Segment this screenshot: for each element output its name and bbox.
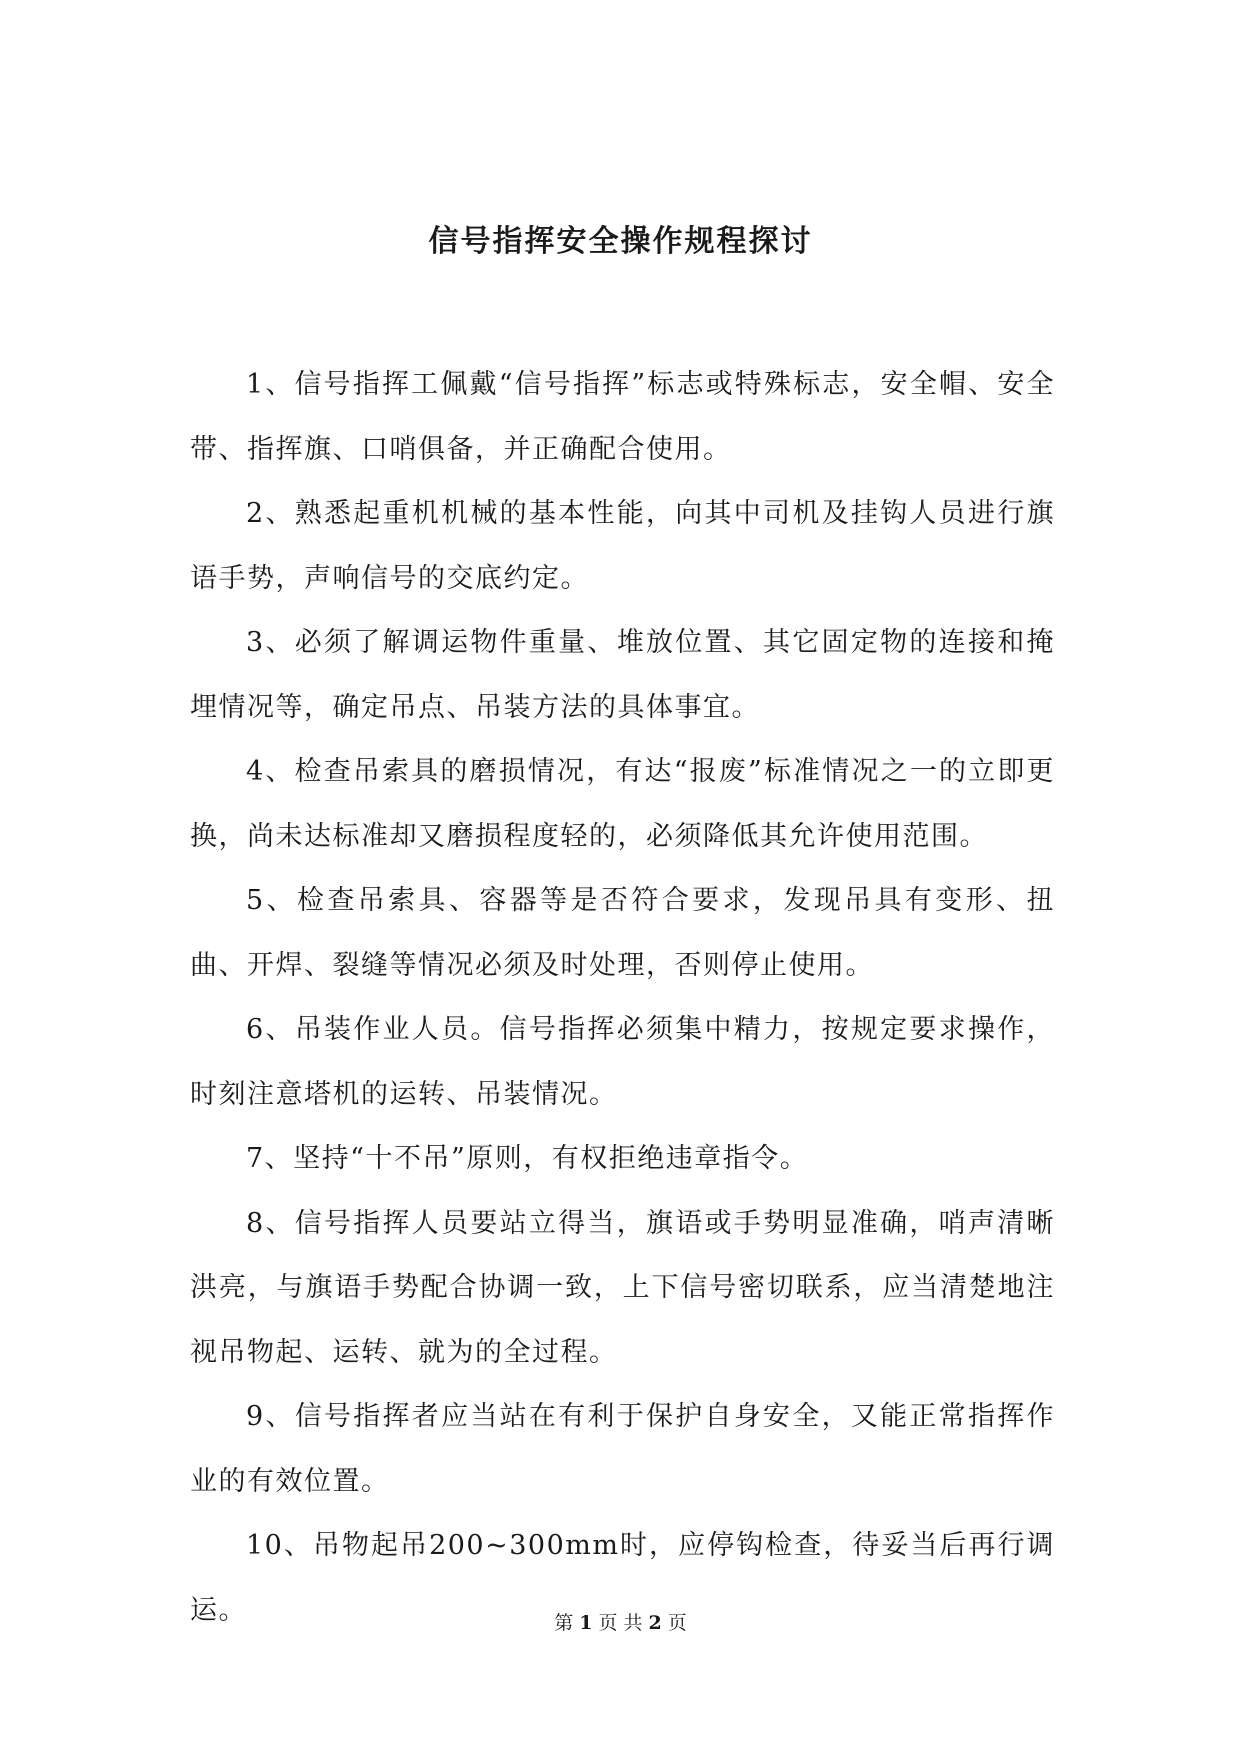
paragraph-4: 4、检查吊索具的磨损情况，有达“报废”标准情况之一的立即更换，尚未达标准却又磨损程度轻的，必须降低其允许使用范围。: [190, 756, 1055, 852]
footer-current-page: 1: [579, 1612, 593, 1634]
paragraph-6: 6、吊装作业人员。信号指挥必须集中精力，按规定要求操作，时刻注意塔机的运转、吊装情况。: [190, 1014, 1055, 1110]
footer-suffix: 页: [667, 1612, 687, 1634]
page-footer: [0, 1610, 1241, 1636]
paragraph-10: 10、吊物起吊200~300mm时，应停钩检查，待妥当后再行调运。: [190, 1530, 1055, 1626]
paragraph-8: 8、信号指挥人员要站立得当，旗语或手势明显准确，哨声清晰洪亮，与旗语手势配合协调一致，上下信号密切联系，应当清楚地注视吊物起、运转、就为的全过程。: [190, 1207, 1055, 1368]
footer-total-pages: 2: [648, 1612, 662, 1634]
document-title: 信号指挥安全操作规程探讨: [428, 224, 813, 259]
paragraph-9: 9、信号指挥者应当站在有利于保护自身安全，又能正常指挥作业的有效位置。: [190, 1401, 1055, 1497]
footer-prefix: 第: [554, 1612, 574, 1634]
paragraph-1: 1、信号指挥工佩戴“信号指挥”标志或特殊标志，安全帽、安全带、指挥旗、口哨俱备，并正确配合使用。: [190, 369, 1055, 465]
paragraph-7: 7、坚持“十不吊”原则，有权拒绝违章指令。: [246, 1143, 809, 1174]
footer-middle: 页 共: [598, 1612, 643, 1634]
paragraph-3: 3、必须了解调运物件重量、堆放位置、其它固定物的连接和掩埋情况等，确定吊点、吊装方法的具体事宜。: [190, 627, 1055, 723]
document-body: [190, 353, 1055, 1643]
paragraph-5: 5、检查吊索具、容器等是否符合要求，发现吊具有变形、扭曲、开焊、裂缝等情况必须及时处理，否则停止使用。: [190, 885, 1055, 981]
paragraph-2: 2、熟悉起重机机械的基本性能，向其中司机及挂钩人员进行旗语手势，声响信号的交底约定。: [190, 498, 1055, 594]
